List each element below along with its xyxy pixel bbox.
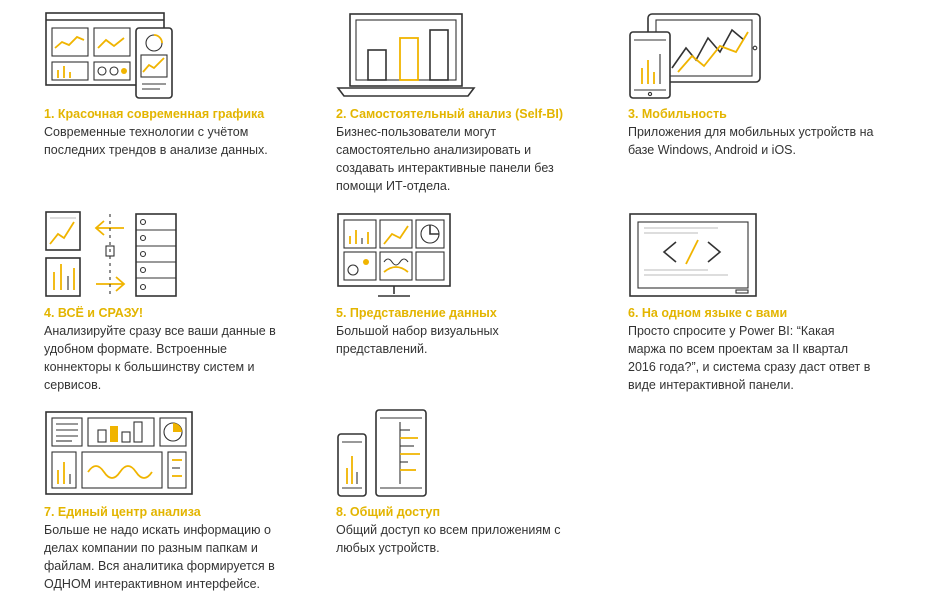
feature-4 (44, 210, 324, 392)
mobile-tablet-icon (628, 10, 768, 102)
connectors-icon (44, 210, 184, 302)
feature-description: Бизнес-пользователи могут самостоятельно анализировать и создавать интерактивные панели без помощи ИТ-отдела. (336, 125, 554, 193)
feature-title: 5. Представление данных (336, 306, 497, 320)
feature-description: Анализируйте сразу все ваши данные в удобном формате. Встроенные коннекторы к большинству систем и сервисов. (44, 324, 276, 392)
monitor-visuals-icon (336, 210, 476, 302)
feature-description: Большой набор визуальных представлений. (336, 324, 499, 356)
feature-description: Общий доступ ко всем приложениям с любых устройств. (336, 523, 561, 555)
feature-description: Приложения для мобильных устройств на базе Windows, Android и iOS. (628, 125, 874, 157)
feature-1 (44, 10, 324, 157)
feature-title: 7. Единый центр анализа (44, 505, 201, 519)
feature-2 (336, 10, 616, 193)
feature-title: 6. На одном языке с вами (628, 306, 788, 320)
analysis-center-icon (44, 408, 194, 500)
dashboard-devices-icon (44, 10, 184, 102)
feature-title: 8. Общий доступ (336, 505, 441, 519)
feature-title: 1. Красочная современная графика (44, 107, 265, 121)
feature-title: 3. Мобильность (628, 107, 727, 121)
laptop-chart-icon (336, 10, 476, 102)
feature-8 (336, 408, 616, 555)
feature-description: Современные технологии с учётом последних трендов в анализе данных. (44, 125, 268, 157)
feature-7 (44, 408, 324, 591)
feature-5 (336, 210, 616, 356)
shared-access-icon (336, 408, 456, 500)
feature-description: Просто спросите у Power BI: “Какая маржа по всем проектам за II квартал 2016 года?”, и система сразу даст ответ в виде интерактивной панели. (628, 324, 871, 392)
feature-3 (628, 10, 908, 157)
feature-title: 2. Самостоятельный анализ (Self-BI) (336, 107, 564, 121)
feature-6 (628, 210, 908, 392)
feature-title: 4. ВСЁ и СРАЗУ! (44, 306, 144, 320)
code-window-icon (628, 210, 768, 302)
feature-description: Больше не надо искать информацию о делах компании по разным папкам и файлам. Вся аналитика формируется в ОДНОМ интерактивном интерфейсе. (44, 523, 275, 591)
